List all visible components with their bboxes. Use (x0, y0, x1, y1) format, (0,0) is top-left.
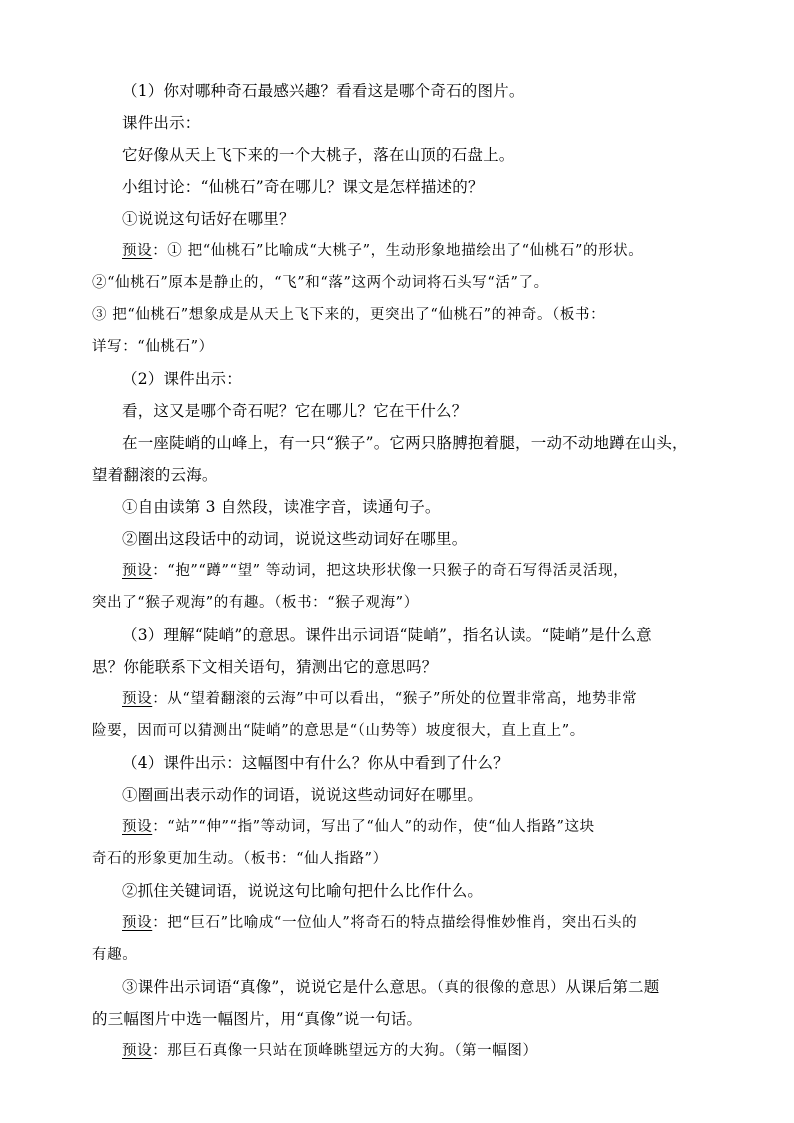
blackboard-note: 详写：“仙桃石”） (92, 339, 214, 355)
sub-question-continuation: 的三幅图片中选一幅图片，用“真像”说一句话。 (92, 1010, 423, 1028)
sub-question: ①说说这句话好在哪里？ (122, 210, 295, 228)
preset-continuation: 突出了“猴子观海”的有趣。（板书：“猴子观海”） (92, 595, 419, 611)
preset-continuation: 险要，因而可以猜测出“陡峭”的意思是“（山势等）坡度很大，直上直上”。 (92, 723, 585, 739)
preset-text: ：那巨石真像一只站在顶峰眺望远方的大狗。（第一幅图） (152, 1043, 538, 1059)
preset-answer (122, 688, 637, 710)
preset-answer (122, 1040, 538, 1062)
preset-label: 预设 (122, 1043, 153, 1059)
preset-text: ：“站”“伸”“指”等动词，写出了“仙人”的动作，使“仙人指路”这块 (152, 819, 595, 835)
preset-continuation: 有趣。 (92, 947, 138, 963)
preset-answer (122, 816, 595, 838)
preset-continuation: ②“仙桃石”原本是静止的，“飞”和“落”这两个动词将石头写“活”了。 (92, 275, 549, 291)
preset-label: 预设 (122, 243, 153, 259)
paragraph-3-continuation: 思？你能联系下文相关语句，猜测出它的意思吗？ (92, 658, 438, 676)
preset-text: ：从“望着翻滚的云海”中可以看出，“猴子”所处的位置非常高，地势非常 (152, 691, 638, 707)
preset-text: ：把“巨石”比喻成“一位仙人”将奇石的特点描绘得惟妙惟肖，突出石头的 (152, 915, 638, 931)
sub-question-text: 从课后第二题 (565, 978, 660, 996)
preset-text: ：① 把“仙桃石”比喻成“大桃子”，生动形象地描绘出了“仙桃石”的形状。 (152, 243, 644, 259)
preset-answer (122, 240, 643, 262)
preset-label: 预设 (122, 819, 153, 835)
preset-text: ：“抱”“蹲”“望” 等动词，把这块形状像一只猴子的奇石写得活灵活现， (152, 563, 629, 579)
courseware-quote-continuation: 望着翻滚的云海。 (92, 466, 218, 484)
sub-question: ①圈画出表示动作的词语，说说这些动词好在哪里。 (122, 786, 484, 804)
preset-continuation: ③ 把“仙桃石”想象成是从天上飞下来的，更突出了“仙桃石”的神奇。（板书： (92, 307, 606, 323)
sub-question (122, 976, 659, 999)
paragraph-2-heading: （2）课件出示： (122, 370, 242, 388)
preset-label: 预设 (122, 563, 153, 579)
sub-question: ②抓住关键词语，说说这句比喻句把什么比作什么。 (122, 882, 484, 900)
group-discussion: 小组讨论：“仙桃石”奇在哪儿？课文是怎样描述的？ (122, 178, 484, 196)
preset-continuation: 奇石的形象更加生动。（板书：“仙人指路”） (92, 851, 388, 867)
courseware-label: 课件出示： (122, 114, 201, 132)
paragraph-3-heading: （3）理解“陡峭”的意思。课件出示词语“陡峭”，指名认读。“陡峭”是什么意 (122, 626, 652, 644)
paragraph-1-question: （1）你对哪种奇石最感兴趣？看看这是哪个奇石的图片。 (122, 82, 525, 100)
sub-question-text: ③课件出示词语“真像”，说说它是什么意思。 (122, 978, 437, 996)
preset-answer (122, 912, 637, 934)
preset-label: 预设 (122, 915, 153, 931)
courseware-quote: 它好像从天上飞下来的一个大桃子，落在山顶的石盘上。 (122, 146, 515, 164)
courseware-question: 看，这又是哪个奇石呢？它在哪儿？它在干什么？ (122, 402, 468, 420)
preset-answer (122, 560, 628, 582)
courseware-quote: 在一座陡峭的山峰上，有一只“猴子”。它两只胳膊抱着腿，一动不动地蹲在山头， (122, 434, 688, 452)
inline-explanation: （真的很像的意思） (436, 980, 566, 996)
preset-label: 预设 (122, 691, 153, 707)
sub-question: ②圈出这段话中的动词，说说这些动词好在哪里。 (122, 530, 468, 548)
paragraph-4-heading: （4）课件出示：这幅图中有什么？你从中看到了什么？ (122, 754, 509, 772)
sub-question: ①自由读第 3 自然段，读准字音，读通句子。 (122, 498, 441, 516)
